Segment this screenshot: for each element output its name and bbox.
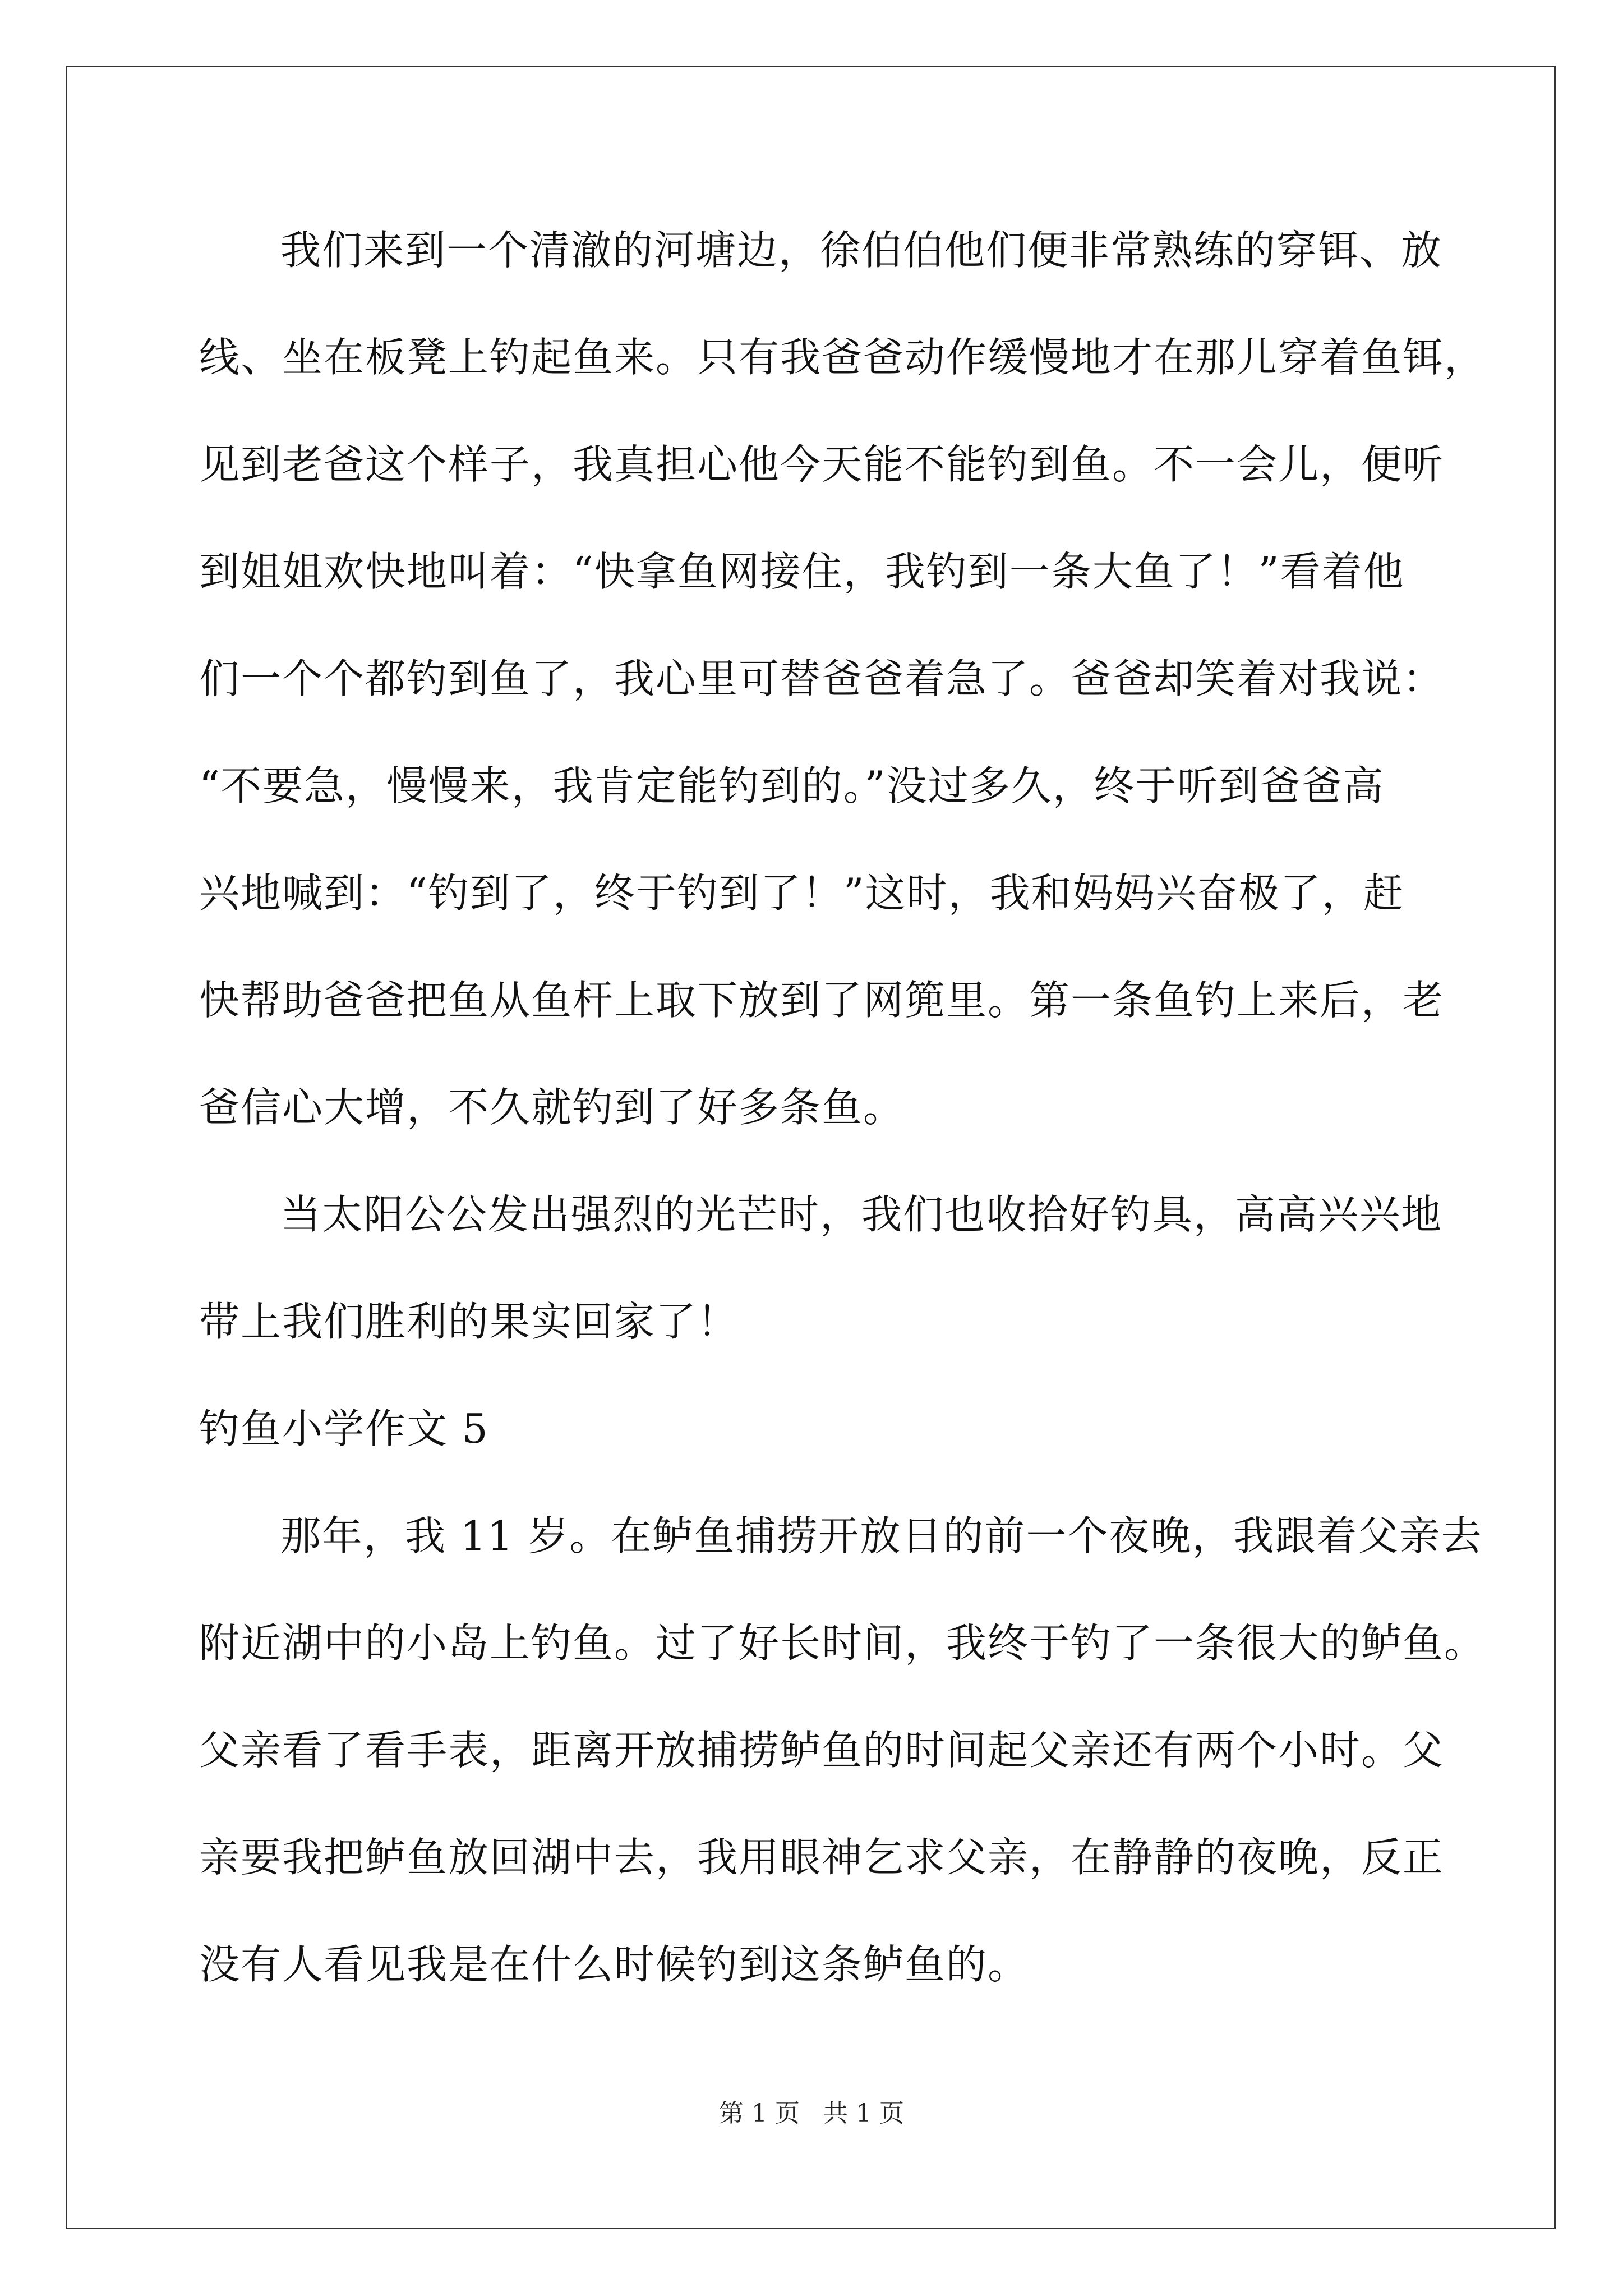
page-border: [66, 66, 1556, 2229]
page-number-current: 第 1 页: [719, 2099, 800, 2128]
paragraph-1-line-5: 们一个个都钓到鱼了，我心里可替爸爸着急了。爸爸却笑着对我说：: [199, 655, 1445, 702]
paragraph-2-line-1: 当太阳公公发出强烈的光芒时，我们也收拾好钓具，高高兴兴地: [280, 1191, 1443, 1238]
section-heading: 钓鱼小学作文 5: [199, 1405, 489, 1452]
paragraph-1-line-8: 快帮助爸爸把鱼从鱼杆上取下放到了网篼里。第一条鱼钓上来后，老: [199, 977, 1445, 1024]
page-footer: [0, 2098, 1623, 2129]
page-number-total: 共 1 页: [823, 2099, 904, 2128]
paragraph-1-line-2: 线、坐在板凳上钓起鱼来。只有我爸爸动作缓慢地才在那儿穿着鱼铒，: [199, 334, 1486, 381]
paragraph-1-line-1: 我们来到一个清澈的河塘边，徐伯伯他们便非常熟练的穿铒、放: [280, 227, 1443, 274]
paragraph-3-line-1: 那年，我 11 岁。在鲈鱼捕捞开放日的前一个夜晚，我跟着父亲去: [280, 1512, 1483, 1559]
paragraph-3-line-5: 没有人看见我是在什么时候钓到这条鲈鱼的。: [199, 1941, 1030, 1988]
paragraph-3-line-4: 亲要我把鲈鱼放回湖中去，我用眼神乞求父亲，在静静的夜晚，反正: [199, 1834, 1445, 1881]
paragraph-3-line-3: 父亲看了看手表，距离开放捕捞鲈鱼的时间起父亲还有两个小时。父: [199, 1727, 1445, 1774]
paragraph-2-line-2: 带上我们胜利的果实回家了！: [199, 1298, 739, 1345]
paragraph-1-line-6: “不要急，慢慢来，我肯定能钓到的。”没过多久，终于听到爸爸高: [199, 762, 1385, 809]
paragraph-1-line-7: 兴地喊到：“钓到了，终于钓到了！”这时，我和妈妈兴奋极了，赶: [199, 869, 1405, 917]
paragraph-3-line-2: 附近湖中的小岛上钓鱼。过了好长时间，我终于钓了一条很大的鲈鱼。: [199, 1619, 1486, 1667]
paragraph-1-line-9: 爸信心大增，不久就钓到了好多条鱼。: [199, 1084, 905, 1131]
paragraph-1-line-3: 见到老爸这个样子，我真担心他今天能不能钓到鱼。不一会儿，便听: [199, 441, 1445, 488]
paragraph-1-line-4: 到姐姐欢快地叫着：“快拿鱼网接住，我钓到一条大鱼了！”看着他: [199, 548, 1405, 595]
